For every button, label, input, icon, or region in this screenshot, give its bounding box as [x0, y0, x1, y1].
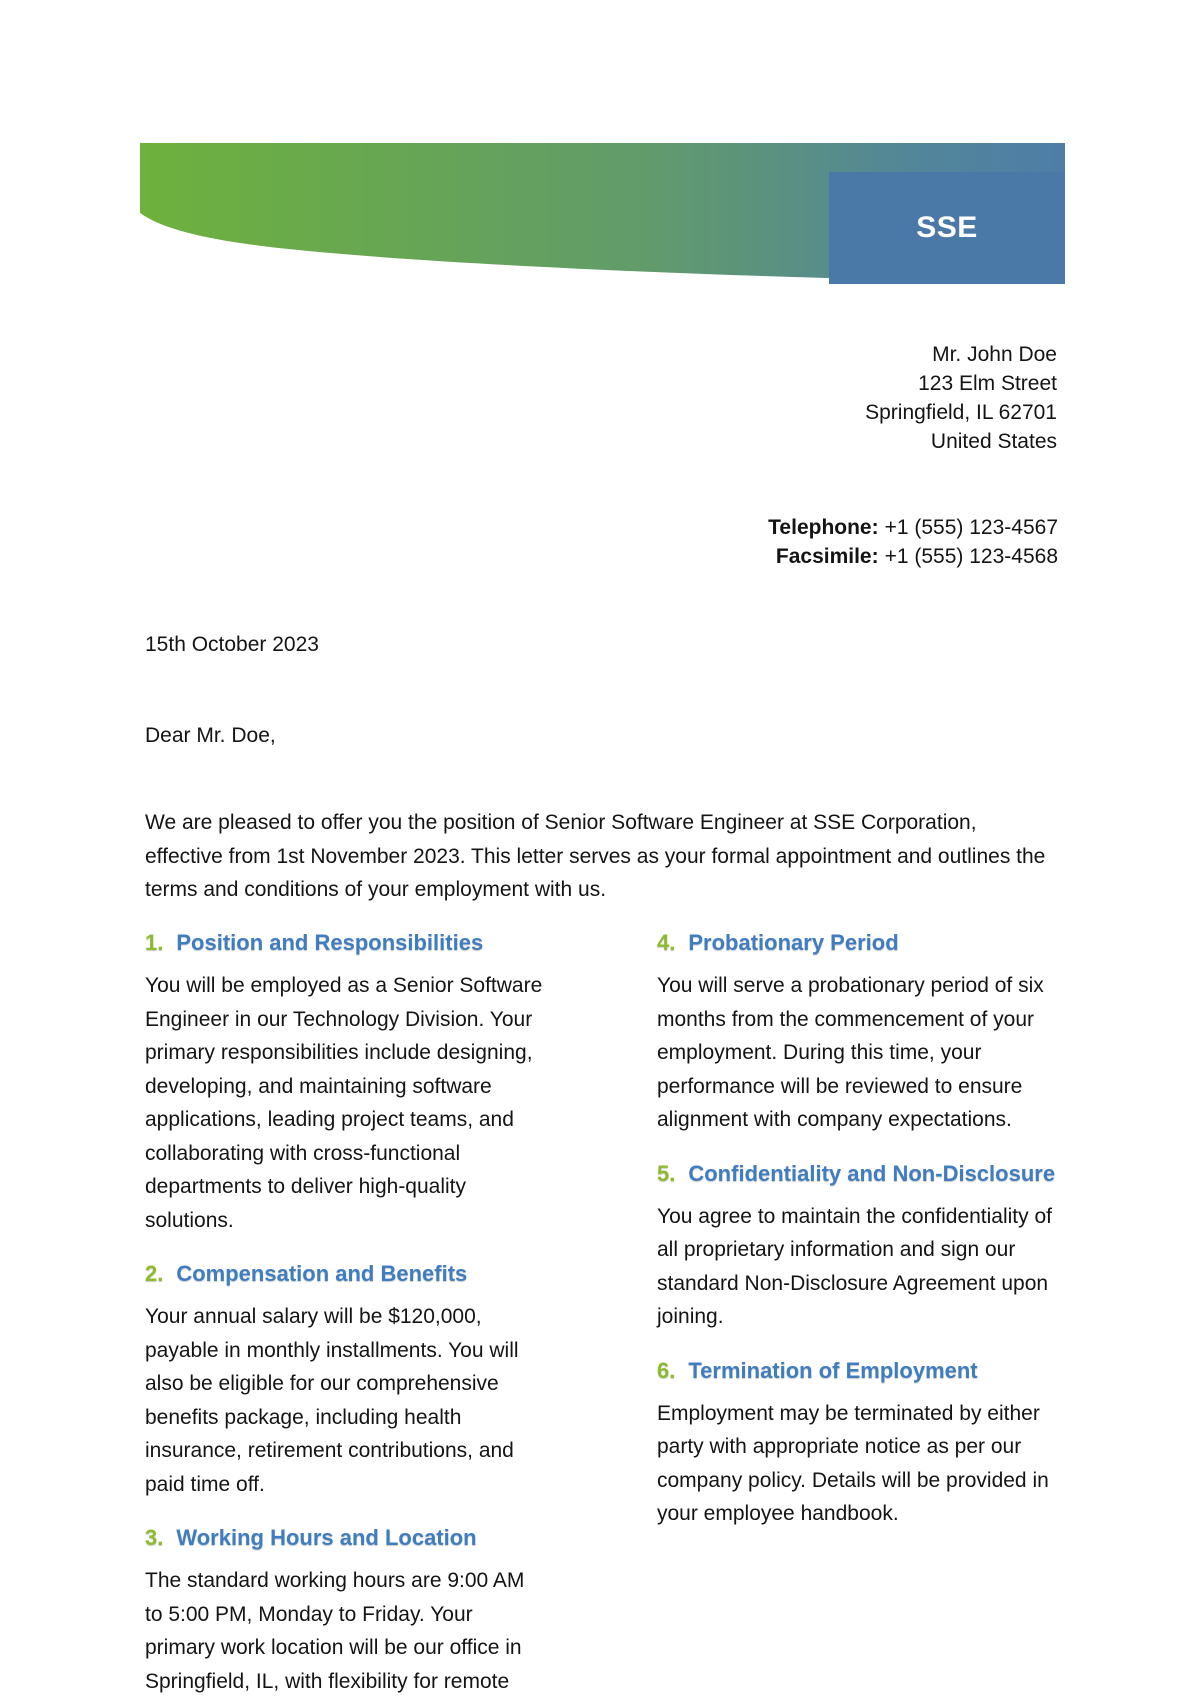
company-logo-text: SSE: [916, 211, 978, 244]
section-body: Employment may be terminated by either party with appropriate notice as per our company policy. Details will be provided in your employee handbook.: [657, 1401, 1049, 1525]
section-body: The standard working hours are 9:00 AM to 5:00 PM, Monday to Friday. Your primary work location will be our office in Springfield, IL, with flexibility for remote: [145, 1569, 525, 1693]
recipient-country: United States: [930, 430, 1057, 453]
telephone-number: +1 (555) 123-4567: [884, 516, 1058, 539]
section-body: You will be employed as a Senior Software Engineer in our Technology Division. Your primary responsibilities include designing, developing, and maintaining software applications, leading project teams, and collaborating with cross-functional departments to deliver high-quality solutions.: [145, 974, 543, 1232]
section-heading: [145, 928, 545, 957]
facsimile-number: +1 (555) 123-4568: [884, 545, 1058, 568]
section-title: Probationary Period: [688, 930, 899, 955]
section-title: Termination of Employment: [688, 1357, 978, 1383]
section-heading: [145, 1523, 545, 1552]
recipient-name: Mr. John Doe: [932, 343, 1057, 366]
facsimile-label: Facsimile:: [775, 545, 879, 568]
left-column: [145, 928, 545, 1697]
section-number: 5.: [657, 1160, 676, 1186]
company-logo-box: [829, 172, 1065, 284]
right-column: [657, 928, 1057, 1697]
section-position-and-responsibilities: [145, 928, 545, 1237]
section-confidentiality-and-non-disclosure: [657, 1159, 1057, 1334]
section-title: Working Hours and Location: [176, 1525, 477, 1550]
recipient-address-block: [865, 340, 1057, 456]
section-body: You will serve a probationary period of six months from the commencement of your employment. During this time, your performance will be reviewed to ensure alignment with company expectations.: [657, 974, 1044, 1131]
section-heading: [657, 1159, 1057, 1188]
section-heading: [657, 928, 1057, 957]
section-heading: [145, 1259, 545, 1288]
section-number: 3.: [145, 1525, 164, 1550]
section-number: 4.: [657, 930, 676, 955]
section-body: Your annual salary will be $120,000, payable in monthly installments. You will also be eligible for our comprehensive benefits package, including health insurance, retirement contributions, and paid time off.: [145, 1305, 519, 1496]
section-title: Compensation and Benefits: [176, 1261, 468, 1286]
recipient-city: Springfield, IL 62701: [865, 401, 1057, 424]
facsimile-line: [768, 542, 1058, 571]
section-termination-of-employment: [657, 1356, 1057, 1531]
sections-columns: [145, 928, 1057, 1697]
section-probationary-period: [657, 928, 1057, 1137]
section-body: You agree to maintain the confidentiality of all proprietary information and sign our standard Non-Disclosure Agreement upon joining.: [657, 1204, 1052, 1328]
section-number: 6.: [657, 1357, 676, 1383]
section-title: Confidentiality and Non-Disclosure: [688, 1160, 1056, 1186]
telephone-line: [768, 513, 1058, 542]
intro-paragraph: We are pleased to offer you the position of Senior Software Engineer at SSE Corporation, effective from 1st November 2023. This letter serves as your formal appointment and outlines the terms and conditions of your employment with us.: [145, 811, 1046, 901]
letter-date: 15th October 2023: [145, 633, 319, 656]
section-number: 2.: [145, 1261, 164, 1286]
section-compensation-and-benefits: [145, 1259, 545, 1501]
contact-block: [768, 513, 1058, 571]
section-working-hours-and-location: [145, 1523, 545, 1697]
section-title: Position and Responsibilities: [176, 930, 484, 955]
salutation: Dear Mr. Doe,: [145, 724, 276, 747]
section-number: 1.: [145, 930, 164, 955]
telephone-label: Telephone:: [768, 516, 879, 539]
recipient-street: 123 Elm Street: [918, 372, 1057, 395]
section-heading: [657, 1356, 1057, 1385]
